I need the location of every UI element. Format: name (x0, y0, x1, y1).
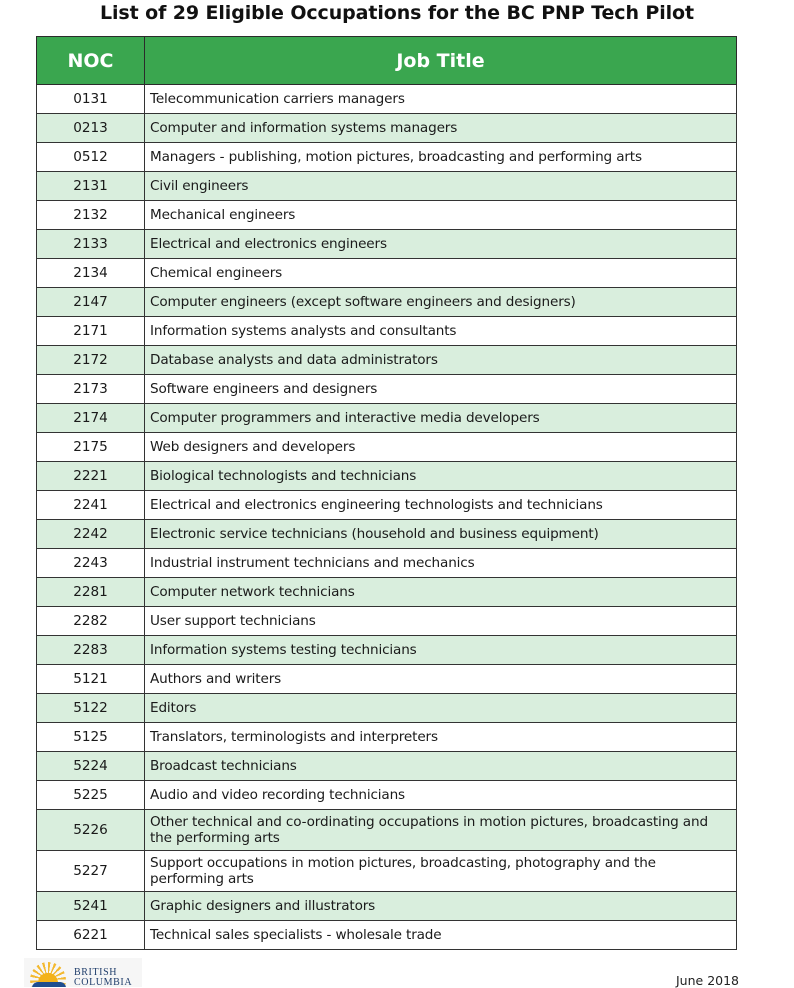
job-title-cell: Computer network technicians (145, 578, 737, 607)
occupations-table-container (36, 36, 737, 950)
table-row (37, 723, 737, 752)
table-row (37, 491, 737, 520)
job-title-cell: Audio and video recording technicians (145, 781, 737, 810)
table-row (37, 143, 737, 172)
job-title-cell: Chemical engineers (145, 259, 737, 288)
noc-code-cell: 2174 (37, 404, 145, 433)
table-row (37, 607, 737, 636)
noc-code-cell: 6221 (37, 921, 145, 950)
noc-code-cell: 5121 (37, 665, 145, 694)
table-row (37, 172, 737, 201)
noc-column-header: NOC (37, 37, 145, 85)
noc-code-cell: 2132 (37, 201, 145, 230)
job-title-cell: Electrical and electronics engineers (145, 230, 737, 259)
table-body (37, 85, 737, 950)
table-row (37, 851, 737, 892)
job-title-cell: Computer and information systems managers (145, 114, 737, 143)
table-row (37, 781, 737, 810)
table-row (37, 404, 737, 433)
job-title-cell: Electrical and electronics engineering technologists and technicians (145, 491, 737, 520)
noc-code-cell: 5125 (37, 723, 145, 752)
footer-date: June 2018 (676, 973, 740, 988)
noc-code-cell: 5241 (37, 892, 145, 921)
table-row (37, 114, 737, 143)
table-row (37, 433, 737, 462)
table-row (37, 462, 737, 491)
noc-code-cell: 2131 (37, 172, 145, 201)
table-row (37, 549, 737, 578)
page-title: List of 29 Eligible Occupations for the BC PNP Tech Pilot (99, 2, 694, 24)
job-title-cell: Computer engineers (except software engineers and designers) (145, 288, 737, 317)
noc-code-cell: 5226 (37, 810, 145, 851)
job-title-cell: Information systems testing technicians (145, 636, 737, 665)
job-title-cell: Electronic service technicians (household and business equipment) (145, 520, 737, 549)
noc-code-cell: 2172 (37, 346, 145, 375)
job-title-cell: Database analysts and data administrators (145, 346, 737, 375)
job-title-cell: Support occupations in motion pictures, broadcasting, photography and the performing arts (145, 851, 737, 892)
noc-code-cell: 5224 (37, 752, 145, 781)
table-header-row (37, 37, 737, 85)
table-row (37, 636, 737, 665)
noc-code-cell: 5225 (37, 781, 145, 810)
job-title-cell: Other technical and co-ordinating occupations in motion pictures, broadcasting and the performing arts (145, 810, 737, 851)
job-title-cell: Computer programmers and interactive media developers (145, 404, 737, 433)
job-title-column-header: Job Title (145, 37, 737, 85)
noc-code-cell: 2283 (37, 636, 145, 665)
table-row (37, 921, 737, 950)
table-row (37, 578, 737, 607)
noc-code-cell: 2241 (37, 491, 145, 520)
noc-code-cell: 2221 (37, 462, 145, 491)
job-title-cell: Information systems analysts and consultants (145, 317, 737, 346)
table-row (37, 259, 737, 288)
job-title-cell: Broadcast technicians (145, 752, 737, 781)
job-title-cell: Graphic designers and illustrators (145, 892, 737, 921)
noc-code-cell: 2147 (37, 288, 145, 317)
noc-code-cell: 5122 (37, 694, 145, 723)
table-row (37, 288, 737, 317)
table-row (37, 201, 737, 230)
job-title-cell: Translators, terminologists and interpreters (145, 723, 737, 752)
noc-code-cell: 2282 (37, 607, 145, 636)
table-row (37, 85, 737, 114)
noc-code-cell: 0131 (37, 85, 145, 114)
logo-line-1: BRITISH (74, 967, 118, 978)
noc-code-cell: 2133 (37, 230, 145, 259)
noc-code-cell: 2243 (37, 549, 145, 578)
table-row (37, 694, 737, 723)
table-row (37, 752, 737, 781)
noc-code-cell: 2175 (37, 433, 145, 462)
logo-text (74, 968, 132, 987)
noc-code-cell: 2171 (37, 317, 145, 346)
table-row (37, 520, 737, 549)
wave-icon (32, 982, 66, 987)
noc-code-cell: 2134 (37, 259, 145, 288)
table-row (37, 230, 737, 259)
noc-code-cell: 2281 (37, 578, 145, 607)
job-title-cell: Editors (145, 694, 737, 723)
table-row (37, 317, 737, 346)
job-title-cell: Authors and writers (145, 665, 737, 694)
table-row (37, 375, 737, 404)
noc-code-cell: 0213 (37, 114, 145, 143)
job-title-cell: Civil engineers (145, 172, 737, 201)
job-title-cell: Technical sales specialists - wholesale trade (145, 921, 737, 950)
job-title-cell: Telecommunication carriers managers (145, 85, 737, 114)
table-row (37, 810, 737, 851)
job-title-cell: Mechanical engineers (145, 201, 737, 230)
british-columbia-logo (24, 958, 142, 987)
logo-line-2: COLUMBIA (74, 977, 133, 987)
table-row (37, 346, 737, 375)
job-title-cell: Biological technologists and technicians (145, 462, 737, 491)
job-title-cell: User support technicians (145, 607, 737, 636)
noc-code-cell: 0512 (37, 143, 145, 172)
noc-code-cell: 5227 (37, 851, 145, 892)
noc-code-cell: 2173 (37, 375, 145, 404)
table-row (37, 665, 737, 694)
table-row (37, 892, 737, 921)
job-title-cell: Software engineers and designers (145, 375, 737, 404)
noc-code-cell: 2242 (37, 520, 145, 549)
job-title-cell: Managers - publishing, motion pictures, broadcasting and performing arts (145, 143, 737, 172)
job-title-cell: Web designers and developers (145, 433, 737, 462)
job-title-cell: Industrial instrument technicians and mechanics (145, 549, 737, 578)
occupations-table (36, 36, 737, 950)
